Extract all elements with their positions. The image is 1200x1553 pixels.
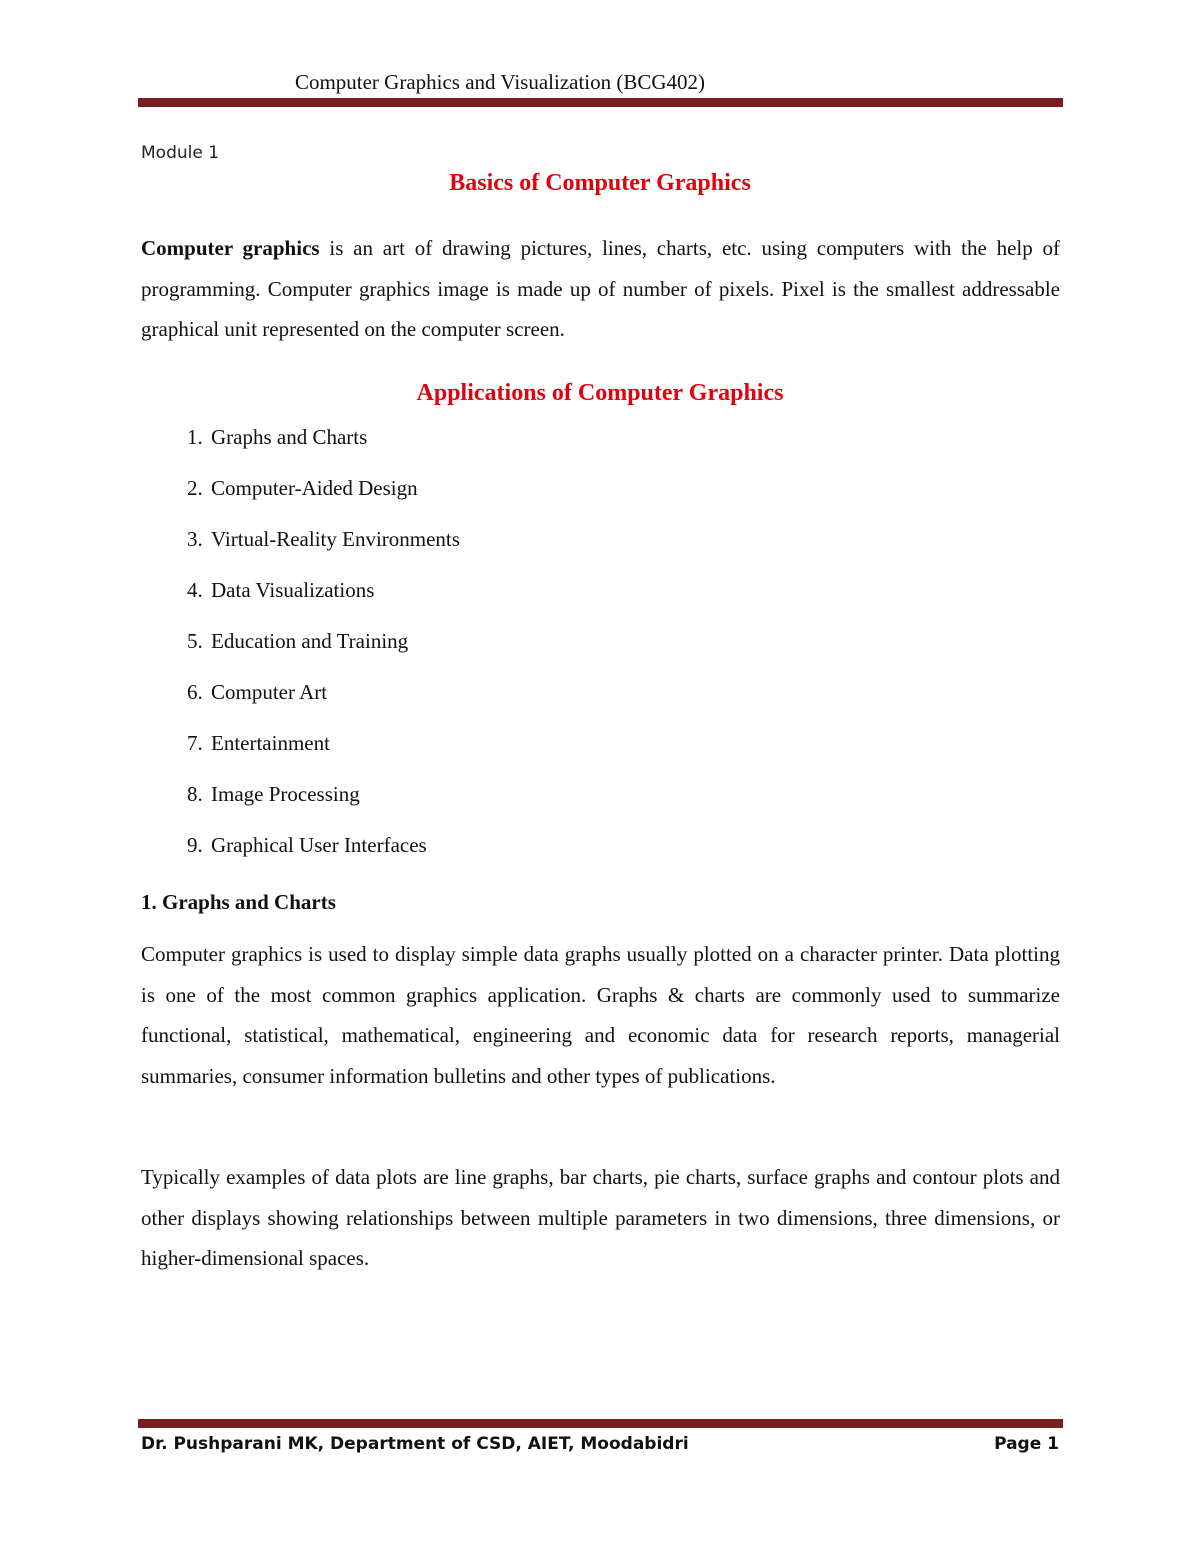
intro-bold-term: Computer graphics xyxy=(141,236,320,260)
list-item-label: Virtual-Reality Environments xyxy=(211,527,460,551)
list-item-label: Image Processing xyxy=(211,782,360,806)
list-item-number: 6. xyxy=(187,680,203,704)
footer-divider xyxy=(138,1419,1063,1428)
section-heading-graphs: 1. Graphs and Charts xyxy=(141,890,336,914)
list-item-number: 7. xyxy=(187,731,203,755)
list-item-label: Computer-Aided Design xyxy=(211,476,418,500)
list-item-label: Computer Art xyxy=(211,680,328,704)
list-item-number: 8. xyxy=(187,782,203,806)
footer-author: Dr. Pushparani MK, Department of CSD, AIET, Moodabidri xyxy=(141,1434,689,1454)
list-item xyxy=(141,578,460,629)
list-item-number: 9. xyxy=(187,833,203,857)
list-item-number: 2. xyxy=(187,476,203,500)
intro-paragraph xyxy=(141,228,1060,350)
header-divider xyxy=(138,98,1063,107)
list-item-label: Education and Training xyxy=(211,629,409,653)
list-item xyxy=(141,782,460,833)
list-item xyxy=(141,629,460,680)
page-title: Basics of Computer Graphics xyxy=(449,170,751,196)
list-item xyxy=(141,731,460,782)
list-item-number: 1. xyxy=(187,425,203,449)
intro-text: is an art of drawing pictures, lines, charts, etc. using computers with the help of programming. Computer graphics image is made up of number of pixels. Pixel is the smallest addressable graphical unit represented on the computer screen. xyxy=(141,236,1061,341)
list-item-number: 3. xyxy=(187,527,203,551)
list-item-number: 5. xyxy=(187,629,203,653)
list-item xyxy=(141,833,460,884)
applications-list xyxy=(141,425,460,884)
module-label: Module 1 xyxy=(141,143,220,163)
list-item xyxy=(141,476,460,527)
applications-title: Applications of Computer Graphics xyxy=(416,380,784,406)
list-item-label: Entertainment xyxy=(211,731,330,755)
footer-page-number: Page 1 xyxy=(994,1434,1059,1454)
graphs-paragraph-1: Computer graphics is used to display simple data graphs usually plotted on a character printer. Data plotting is one of the most common graphics application. Graphs & charts are commonly used to summarize functional, statistical, mathematical, engineering and economic data for research reports, managerial summaries, consumer information bulletins and other types of publications. xyxy=(141,942,1060,1088)
list-item-label: Data Visualizations xyxy=(211,578,375,602)
graphs-paragraph-2: Typically examples of data plots are line graphs, bar charts, pie charts, surface graphs and contour plots and other displays showing relationships between multiple parameters in two dimensions, three dimensions, or higher-dimensional spaces. xyxy=(141,1165,1060,1270)
list-item xyxy=(141,527,460,578)
list-item xyxy=(141,425,460,476)
list-item xyxy=(141,680,460,731)
list-item-label: Graphs and Charts xyxy=(211,425,368,449)
list-item-label: Graphical User Interfaces xyxy=(211,833,427,857)
list-item-number: 4. xyxy=(187,578,203,602)
header-title: Computer Graphics and Visualization (BCG402) xyxy=(294,70,706,94)
